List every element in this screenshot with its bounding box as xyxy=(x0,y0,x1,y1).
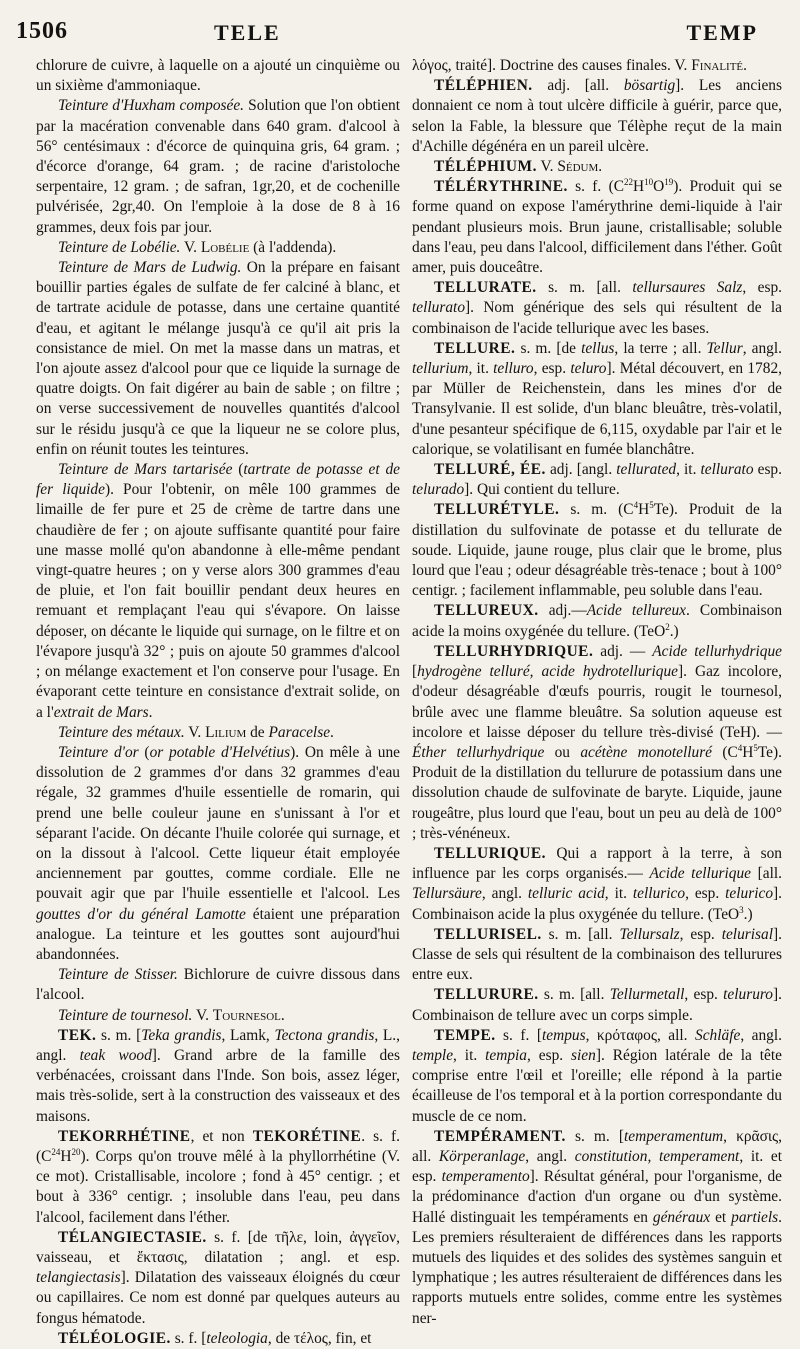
headword: TELLURÉ, ÉE. xyxy=(434,461,546,479)
page-number: 1506 xyxy=(16,18,68,44)
entry-paragraph: chlorure de cuivre, à laquelle on a ajouté un cinquième ou un sixième d'ammoniaque. xyxy=(36,57,400,95)
entry-tellureux: TELLUREUX. adj.—Acide tellureux. Combinaison acide la moins oxygénée du tellure. (TeO$^2$.) xyxy=(412,602,783,640)
entry-tempe: TEMPE. s. f. [tempus, κρόταφος, all. Schläfe, angl. temple, it. tempia, esp. sien]. Région latérale de la tête comprise entre l'œil et l'oreille; elle répond à la partie écailleuse de l'os temporal et à la portion correspondante du muscle de ce nom. xyxy=(412,1026,783,1125)
headword: TEMPÉRAMENT. xyxy=(434,1127,566,1145)
entry-telephien: TÉLÉPHIEN. adj. [all. bösartig]. Les anciens donnaient ce nom à tout ulcère difficile à guérir, parce que, selon la Fable, la blessure que Télèphe reçut de la main d'Achille dégénéra en un pareil ulcère. xyxy=(412,77,782,155)
headword: TELLUREUX. xyxy=(434,602,539,620)
entry-paragraph: Teinture de Mars tartarisée (tartrate de potasse et de fer liquide). Pour l'obtenir, on mêle 100 grammes de limaille de fer pure et 25 de crème de tartre dans une chaudière de fer ; on ajoute suffisante quantité pour faire une masse mollé qu'on abandonne à elle-même pendant vingt-quatre heures ; on y verse alors 300 grammes d'eau de pluie, et l'on fait bouillir pendant deux heures en remuant et remplaçant l'eau qui s'évapore. On laisse déposer, on décante le liquide qui surnage, on le filtre et on l'évapore jusqu'à 32° ; puis on ajoute 50 grammes d'alcool ; on mélange exactement et l'on conserve pour l'usage. En évaporant cette teinture en consistance d'extrait solide, on a l'extrait de Mars. xyxy=(36,461,400,721)
headword: TEK. xyxy=(58,1026,97,1044)
headword: TELLURISEL. xyxy=(434,925,542,943)
entry-paragraph: Teinture de tournesol. V. Tournesol. xyxy=(58,1006,285,1024)
left-column xyxy=(36,56,401,1347)
headword: TÉLANGIECTASIE. xyxy=(58,1228,207,1246)
headword: TELLURURE. xyxy=(434,986,539,1004)
entry-paragraph: Teinture d'Huxham composée. Solution que l'on obtient par la macération convenable dans 640 gram. d'alcool à 56° centésimaux : d'écorce de quinquina gris, 64 gram. ; d'écorce d'orange, 64 gram. ; de racine d'aristoloche serpentaire, 12 gram. ; de safran, 1gr,20, et de cochenille pulvérisée, 2gr,40. On l'emploie à la dose de 8 à 16 grammes, deux fois par jour. xyxy=(36,97,400,236)
entry-telangiectasie: TÉLANGIECTASIE. s. f. [de τῆλε, loin, ἀγγεῖον, vaisseau, et ἔκτασις, dilatation ; angl. et esp. telangiectasis]. Dilatation des vaisseaux éloignés du cœur ou capillaires. Ce nom est donné par quelques auteurs au fongus hématode. xyxy=(36,1228,400,1327)
entry-paragraph: λόγος, traité]. Doctrine des causes finales. V. Finalité. xyxy=(412,57,748,74)
entry-tellure: TELLURE. s. m. [de tellus, la terre ; all. Tellur, angl. tellurium, it. telluro, esp. teluro]. Métal découvert, en 1782, par Müller de Reichenstein, dans les mines d'or de Transylvanie. Il est solide, d'un blanc bleuâtre, très-volatil, d'une pesanteur spécifique de 6,115, oxydable par l'air et le calorique, se volatilisant en fumée blanchâtre. xyxy=(412,339,782,458)
entry-tekorrhetine: TEKORRHÉTINE, et non TEKORÉTINE. s. f. $(C^{24}H^{20})$. Corps qu'on trouve mêlé à la phyllorrhétine (V. ce mot). Cristallisable, incolore ; fond à 45° centigr. ; et bout à 336° centigr. ; insoluble dans l'eau, peu dans l'alcool, facilement dans l'éther. xyxy=(36,1127,400,1226)
entry-tellurate: TELLURATE. s. m. [all. tellursaures Salz, esp. tellurato]. Nom générique des sels qui résultent de la combinaison de l'acide tellurique avec les bases. xyxy=(412,279,783,337)
headword: TELLURÉTYLE. xyxy=(434,501,560,519)
entry-teleologie: TÉLÉOLOGIE. s. f. [teleologia, de τέλος, fin, et xyxy=(58,1329,372,1347)
headword: TELLURHYDRIQUE. xyxy=(434,642,594,660)
entry-paragraph: Teinture de Lobélie. V. Lobélie (à l'addenda). xyxy=(58,238,337,256)
entry-temperament: TEMPÉRAMENT. s. m. [temperamentum, κρᾶσις, all. Körperanlage, angl. constitution, temperament, it. et esp. temperamento]. Résultat général, pour l'organisme, de la prédominance d'action d'un organe ou d'un système. Hallé distinguait les tempéraments en généraux et partiels. Les premiers résulteraient de différences dans les rapports mutuels des liquides et des solides des systèmes sanguin et lymphatique ; les autres résulteraient de différences dans les rapports mutuels entre solides, comme entre les systèmes ner- xyxy=(412,1127,783,1327)
right-running-head: TEMP xyxy=(686,20,758,45)
headword: TELLURIQUE. xyxy=(434,844,546,862)
entry-paragraph: Teinture de Mars de Ludwig. On la prépare en faisant bouillir parties égales de sulfate de fer calciné à blanc, et de tartrate acidule de potasse, dans une certaine quantité d'eau, et agitant le mélange jusqu'à ce qu'il ait pris la consistance de miel. On met la masse dans un matras, et l'on ajoute assez d'alcool pour que ce liquide la surnage de quatre doigts. On fait digérer au bain de sable ; on filtre ; on verse successivement de nouvelles quantités d'alcool sur le résidu jusqu'à ce que la liqueur ne se colore plus, enfin on réunit toutes les teintures. xyxy=(36,259,400,458)
headword: TEKORRHÉTINE xyxy=(58,1127,191,1145)
entry-telluretyle: TELLURÉTYLE. s. m. $(C^4H^5Te)$. Produit de la distillation du sulfovinate de potasse et du tellurate de soude. Liquide, jaune rouge, plus clair que le brome, plus lourd que l'eau ; odeur désagréable très-tenace ; bout à 100° centigr. ; facilement inflammable, peu soluble dans l'eau. xyxy=(412,500,782,600)
headword: TELLURATE. xyxy=(434,279,537,297)
entry-tellure-ee: TELLURÉ, ÉE. adj. [angl. tellurated, it. tellurato esp. telurado]. Qui contient du tellure. xyxy=(412,461,782,499)
headword: TÉLÉRYTHRINE. xyxy=(434,178,568,196)
entry-tellurhydrique: TELLURHYDRIQUE. adj. — Acide tellurhydrique [hydrogène telluré, acide hydrotellurique]. Gaz incolore, d'odeur désagréable d'œufs pourris, rougit le tournesol, brûle avec une flamme bleuâtre. Sa solution aqueuse est incolore et laisse déposer du tellure très-divisé (TeH). — Éther tellurhydrique ou acétène monotelluré $(C^4H^5Te)$. Produit de la distillation du tellurure de potassium dans une dissolution chaude de sulfovinate de baryte. Liquide, jaune rougeâtre, plus lourd que l'eau, bout un peu au delà de 100° ; très-vénéneux. xyxy=(412,642,783,842)
headword: TEMPE. xyxy=(434,1026,496,1044)
headword: TELLURE. xyxy=(434,339,516,357)
headword: TÉLÉPHIUM. xyxy=(434,158,537,176)
right-column xyxy=(412,56,783,1327)
entry-paragraph: Teinture d'or (or potable d'Helvétius). On mêle à une dissolution de 2 grammes d'or dans 32 grammes d'eau régale, 32 grammes d'huile essentielle de romarin, qui prend une belle couleur jaune en s'unissant à l'or et séparant l'acide. On décante l'huile colorée qui surnage, et on la dissout à l'alcool. Cette liqueur était employée anciennement par gouttes, comme cordiale. Elle ne pouvait agir que par l'huile essentielle et l'alcool. Les gouttes d'or du général Lamotte étaient une préparation analogue. La teinture et les gouttes sont aujourd'hui abandonnées. xyxy=(36,743,400,963)
entry-tellurure: TELLURURE. s. m. [all. Tellurmetall, esp. telururo]. Combinaison de tellure avec un corps simple. xyxy=(412,986,782,1024)
entry-paragraph: Teinture de Stisser. Bichlorure de cuivre dissous dans l'alcool. xyxy=(36,966,401,1004)
headword: TÉLÉPHIEN. xyxy=(434,77,533,95)
entry-tellurique: TELLURIQUE. Qui a rapport à la terre, à son influence par les corps organisés.— Acide tellurique [all. Tellursäure, angl. telluric acid, it. tellurico, esp. telurico]. Combinaison acide la plus oxygénée du tellure. (TeO$^3$.) xyxy=(412,844,782,923)
entry-telephium: TÉLÉPHIUM. V. Sédum. xyxy=(434,158,603,176)
headword: TÉLÉOLOGIE. xyxy=(58,1329,171,1347)
entry-tellurisel: TELLURISEL. s. m. [all. Tellursalz, esp. telurisal]. Classe de sels qui résultent de la combinaison des tellurures entre eux. xyxy=(412,925,782,984)
entry-paragraph: Teinture des métaux. V. Lilium de Paracelse. xyxy=(58,723,334,741)
entry-telerythrine: TÉLÉRYTHRINE. s. f. $(C^{22}H^{10}O^{19})$. Produit qui se forme quand on expose l'amérythrine demi-liquide à l'air pendant plusieurs mois. Brun jaune, cristallisable; soluble dans l'eau, peu dans l'alcool, difficilement dans l'éther. Goût amer, puis douceâtre. xyxy=(412,177,782,277)
left-running-head: TELE xyxy=(214,20,281,45)
entry-tek: TEK. s. m. [Teka grandis, Lamk, Tectona grandis, L., angl. teak wood]. Grand arbre de la famille des verbénacées, croissant dans l'Inde. Son bois, assez léger, mais très-solide, sert à la construction des vaisseaux et des maisons. xyxy=(36,1026,400,1125)
running-header xyxy=(16,8,784,48)
